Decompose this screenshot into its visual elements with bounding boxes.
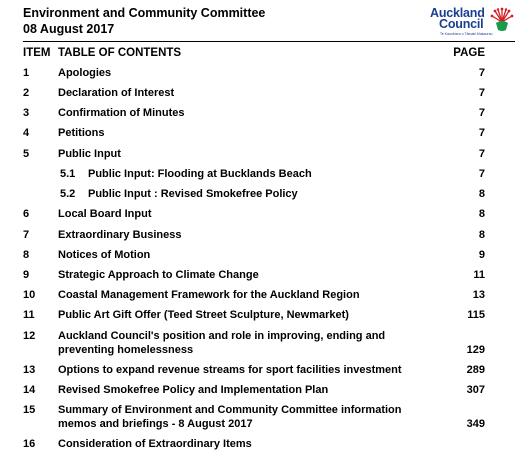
toc-row-public-art-gift (0, 308, 523, 322)
column-header-page: PAGE (453, 47, 485, 59)
item-title: Public Art Gift Offer (Teed Street Sculpture, Newmarket) (58, 309, 349, 321)
toc-subrow-flooding-bucklands-beach (0, 167, 523, 181)
item-number: 15 (23, 404, 36, 416)
auckland-council-logo (430, 5, 514, 39)
page-number: 9 (478, 249, 485, 261)
item-title: Confirmation of Minutes (58, 107, 185, 119)
toc-row-confirmation-of-minutes (0, 106, 523, 120)
item-title: Revised Smokefree Policy and Implementation Plan (58, 384, 329, 396)
meeting-date: 08 August 2017 (23, 22, 115, 36)
page-number: 7 (478, 87, 485, 99)
column-header-table-of-contents: TABLE OF CONTENTS (58, 47, 182, 59)
logo-line2: Council (439, 17, 484, 31)
committee-name: Environment and Community Committee (23, 6, 266, 20)
item-title: Options to expand revenue streams for sport facilities investment (58, 364, 402, 376)
page-number: 7 (478, 168, 485, 180)
page-number: 7 (478, 107, 485, 119)
toc-row-smokefree-policy-plan (0, 383, 523, 397)
page-number: 8 (478, 208, 485, 220)
page-number: 349 (466, 418, 485, 430)
page-number: 8 (478, 229, 485, 241)
toc-row-climate-change (0, 268, 523, 282)
page-number: 115 (467, 309, 485, 321)
item-number: 3 (23, 107, 30, 119)
item-title: Petitions (58, 127, 105, 139)
sub-item-title: Public Input: Flooding at Bucklands Beach (88, 168, 312, 180)
page-number: 129 (466, 344, 485, 356)
item-title: Apologies (58, 67, 112, 79)
page-number: 7 (478, 67, 485, 79)
sub-item-number: 5.2 (60, 188, 76, 200)
item-title: Notices of Motion (58, 249, 151, 261)
item-number: 8 (23, 249, 30, 261)
toc-row-homelessness (0, 329, 523, 357)
toc-subrow-revised-smokefree-policy-input (0, 187, 523, 201)
item-number: 7 (23, 229, 30, 241)
page-number: 13 (472, 289, 485, 301)
toc-row-petitions (0, 126, 523, 140)
toc-row-coastal-management (0, 288, 523, 302)
item-title: Auckland Council's position and role in improving, ending and preventing homelessness (58, 330, 386, 356)
sub-item-number: 5.1 (60, 168, 76, 180)
page-number: 11 (473, 269, 485, 281)
item-title: Coastal Management Framework for the Auckland Region (58, 289, 360, 301)
item-title: Extraordinary Business (58, 229, 182, 241)
document-header (23, 5, 508, 38)
page-number: 7 (478, 127, 485, 139)
toc-row-extraordinary-items (0, 437, 523, 451)
toc-row-public-input (0, 147, 523, 161)
toc-row-extraordinary-business (0, 228, 523, 242)
item-number: 6 (23, 208, 30, 220)
item-number: 4 (23, 127, 30, 139)
toc-row-declaration-of-interest (0, 86, 523, 100)
toc-row-info-memos-summary (0, 403, 523, 431)
item-number: 11 (23, 309, 35, 321)
item-number: 9 (23, 269, 30, 281)
item-number: 14 (23, 384, 36, 396)
logo-line1: Auckland (430, 6, 485, 20)
item-number: 13 (23, 364, 36, 376)
logo-tagline: Te Kaunihera o Tāmaki Makaurau (440, 32, 493, 36)
item-number: 12 (23, 330, 36, 342)
item-number: 5 (23, 148, 30, 160)
item-title: Summary of Environment and Community Committee information memos and briefings - 8 August 2017 (58, 404, 402, 430)
item-title: Public Input (58, 148, 121, 160)
item-number: 2 (23, 87, 30, 99)
toc-row-apologies (0, 66, 523, 80)
toc-row-local-board-input (0, 207, 523, 221)
item-title: Local Board Input (58, 208, 152, 220)
item-number: 10 (23, 289, 36, 301)
item-title: Consideration of Extraordinary Items (58, 438, 252, 450)
item-title: Strategic Approach to Climate Change (58, 269, 259, 281)
item-number: 16 (23, 438, 36, 450)
header-divider (23, 41, 515, 42)
pohutukawa-flower-icon (490, 6, 514, 34)
sub-item-title: Public Input : Revised Smokefree Policy (88, 188, 298, 200)
page-number: 307 (466, 384, 485, 396)
item-number: 1 (23, 67, 30, 79)
column-header-item: ITEM (23, 47, 51, 59)
item-title: Declaration of Interest (58, 87, 175, 99)
page-number: 8 (478, 188, 485, 200)
page-number: 7 (478, 148, 485, 160)
toc-row-notices-of-motion (0, 248, 523, 262)
toc-row-sport-facilities-revenue (0, 363, 523, 377)
page-number: 289 (466, 364, 485, 376)
